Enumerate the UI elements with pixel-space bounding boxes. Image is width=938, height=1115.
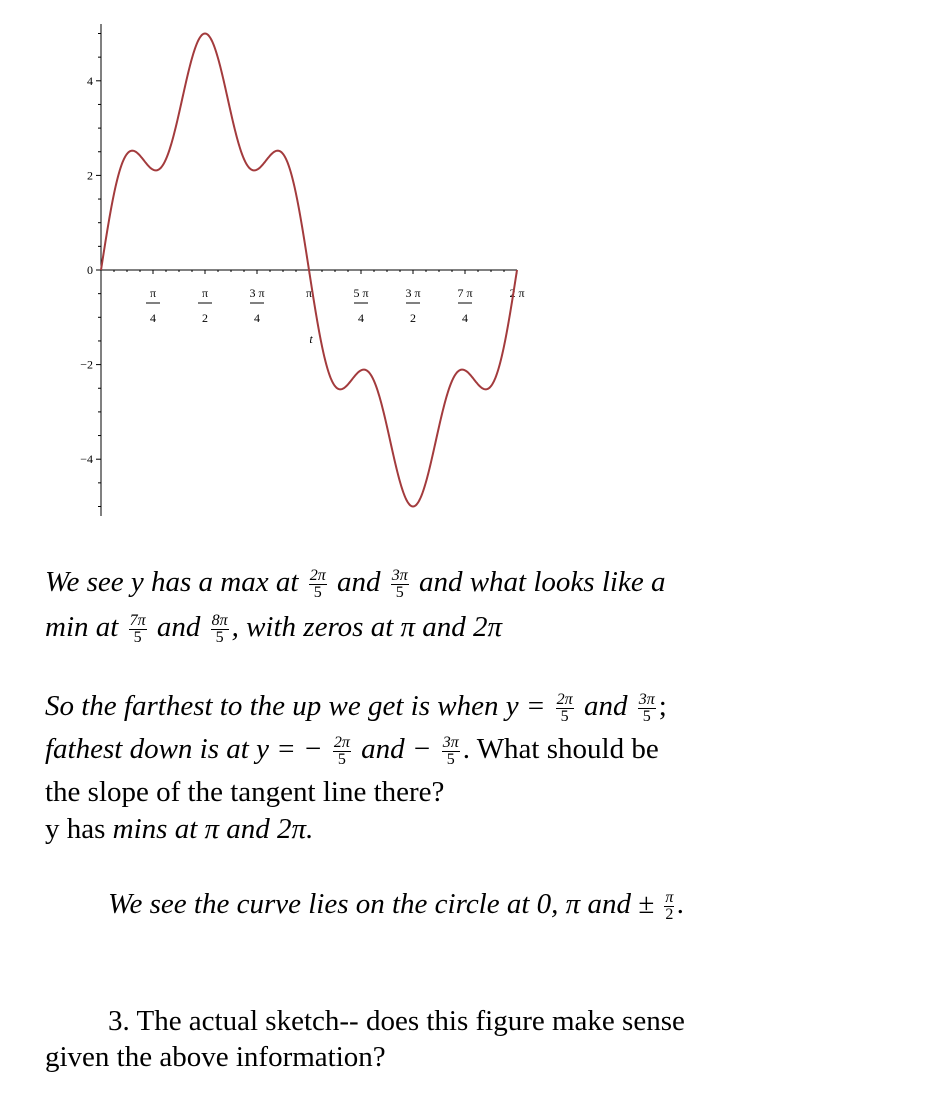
- p1-text-c: and what looks like a: [418, 566, 666, 598]
- paragraph-2-line-1: [45, 690, 667, 725]
- p1-text-f: , with zeros at π and 2π: [231, 611, 503, 643]
- p1-text-d: min at: [45, 611, 119, 643]
- p3-text-b: .: [677, 888, 685, 920]
- paragraph-2-line-2: [45, 733, 659, 768]
- p2-text-a: So the farthest to the up we get is when y =: [45, 690, 546, 722]
- p2-text-e: and −: [361, 733, 432, 765]
- paragraph-3: [108, 888, 685, 923]
- x-tick-label: 2 π: [509, 286, 525, 300]
- paragraph-1-line-1: [45, 566, 665, 601]
- x-axis-label: t: [309, 332, 313, 346]
- fraction-pi-2: [664, 890, 674, 923]
- x-tick-label-num: π: [149, 286, 157, 300]
- p2-text-f: .: [462, 733, 470, 765]
- p2-text-j: mins at π and 2π.: [112, 813, 314, 845]
- frac-den: 5: [446, 750, 455, 768]
- fraction-2pi-5: [556, 692, 574, 725]
- p1-text-a: We see y has a max at: [45, 566, 299, 598]
- fraction-3pi-5: [442, 735, 460, 768]
- frac-num: 7π: [129, 611, 146, 629]
- frac-num: 3π: [442, 733, 459, 751]
- x-tick-label-num: 3 π: [405, 286, 421, 300]
- frac-den: 5: [313, 583, 322, 601]
- fraction-3pi-5: [391, 568, 409, 601]
- frac-num: π: [665, 888, 674, 906]
- q3-text-b: given the above information?: [45, 1041, 386, 1073]
- paragraph-2-line-4: [45, 813, 313, 846]
- x-tick-label-den: 4: [358, 311, 364, 325]
- frac-den: 5: [395, 583, 404, 601]
- frac-den: 5: [133, 628, 142, 646]
- fraction-2pi-5: [309, 568, 327, 601]
- frac-num: 3π: [391, 566, 408, 584]
- x-tick-label-num: 7 π: [457, 286, 473, 300]
- fraction-3pi-5: [638, 692, 656, 725]
- p1-text-b: and: [336, 566, 381, 598]
- fraction-8pi-5: [211, 613, 229, 646]
- fraction-2pi-5: [333, 735, 351, 768]
- frac-num: 2π: [333, 733, 350, 751]
- x-tick-label-den: 2: [410, 311, 416, 325]
- x-tick-label-den: 2: [202, 311, 208, 325]
- p2-text-g: What should be: [476, 733, 659, 765]
- y-ticks: [80, 34, 101, 507]
- frac-num: 2π: [556, 690, 573, 708]
- q3-text-a: 3. The actual sketch-- does this figure make sense: [108, 1005, 685, 1037]
- x-tick-label-num: 3 π: [249, 286, 265, 300]
- p3-text-a: We see the curve lies on the circle at 0, π and ±: [108, 888, 655, 920]
- frac-den: 5: [215, 628, 224, 646]
- y-tick-label: −4: [80, 452, 93, 467]
- frac-num: 2π: [309, 566, 326, 584]
- frac-den: 2: [665, 905, 674, 923]
- paragraph-1-line-2: [45, 611, 502, 646]
- frac-den: 5: [642, 707, 651, 725]
- frac-den: 5: [337, 750, 346, 768]
- question-3-line-1: [108, 1005, 685, 1038]
- p2-text-c: ;: [658, 690, 667, 722]
- x-tick-label-num: 5 π: [353, 286, 369, 300]
- x-tick-label-den: 4: [254, 311, 260, 325]
- frac-den: 5: [560, 707, 569, 725]
- x-tick-label-den: 4: [462, 311, 468, 325]
- x-tick-label-den: 4: [150, 311, 156, 325]
- y-tick-label: 0: [87, 263, 93, 277]
- p2-text-b: and: [583, 690, 628, 722]
- frac-num: 3π: [638, 690, 655, 708]
- function-plot: [0, 0, 560, 525]
- p2-text-d: fathest down is at y = −: [45, 733, 323, 765]
- fraction-7pi-5: [129, 613, 147, 646]
- x-tick-label: π: [305, 286, 313, 300]
- p1-text-e: and: [156, 611, 201, 643]
- p2-text-i: y has: [45, 813, 106, 845]
- y-tick-label: −2: [80, 357, 93, 372]
- question-3-line-2: [45, 1041, 386, 1074]
- p2-text-h: the slope of the tangent line there?: [45, 776, 445, 808]
- x-tick-label-num: π: [201, 286, 209, 300]
- y-tick-label: 4: [87, 73, 93, 88]
- paragraph-2-line-3: [45, 776, 444, 809]
- frac-num: 8π: [211, 611, 228, 629]
- y-tick-label: 2: [87, 168, 93, 183]
